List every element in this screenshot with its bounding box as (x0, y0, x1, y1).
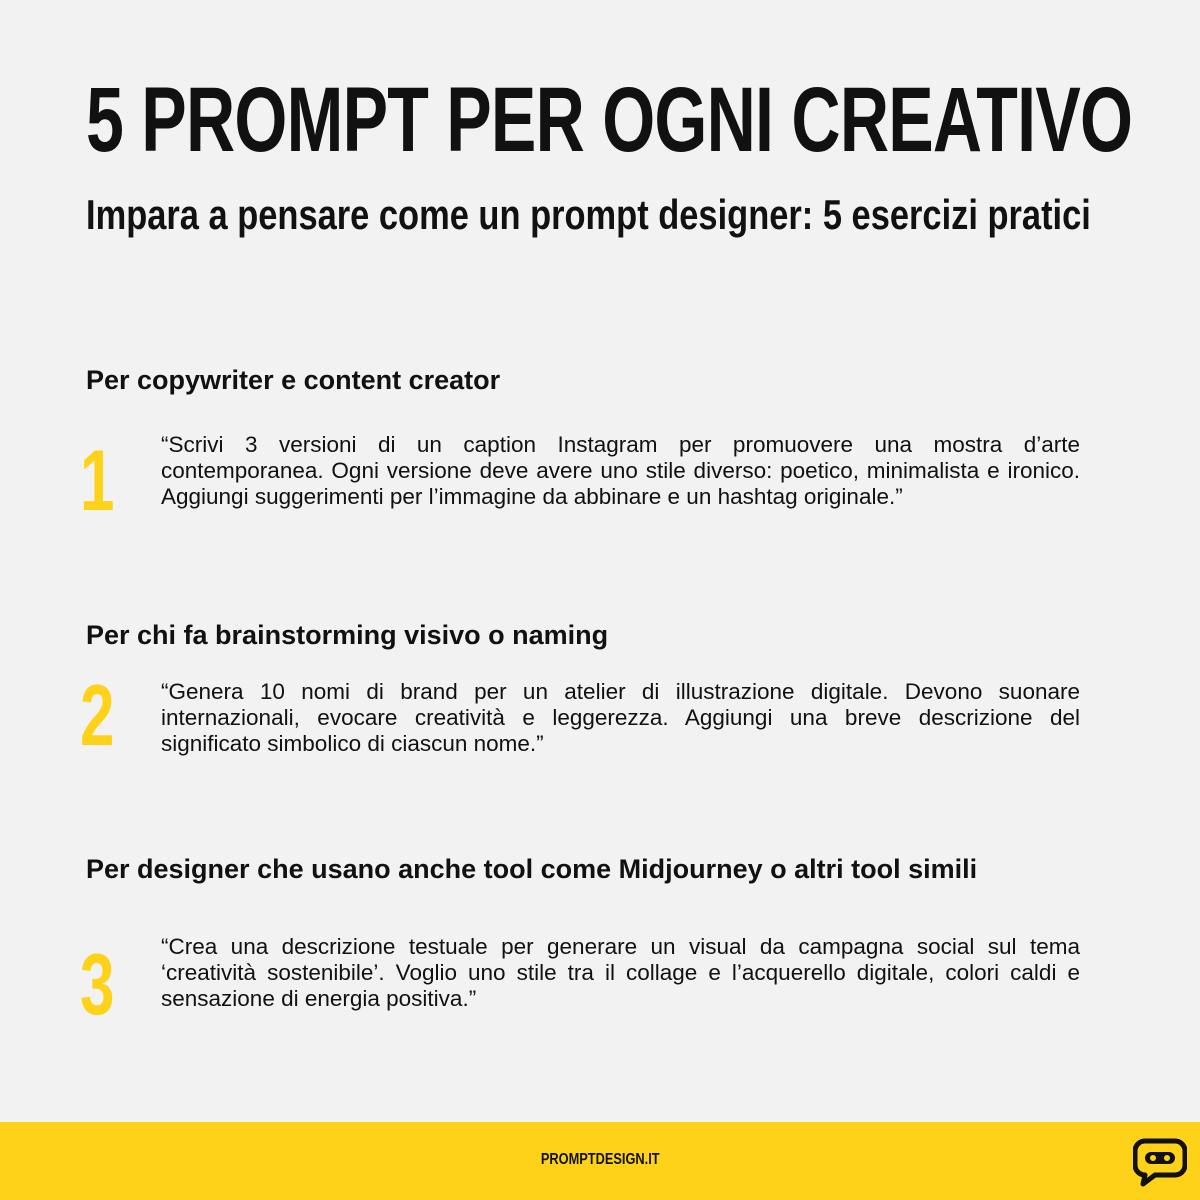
section-heading-copywriter: Per copywriter e content creator (86, 365, 501, 395)
site-link[interactable] (0, 1150, 1200, 1170)
section-number-3: 3 (80, 937, 115, 1033)
prompt-text-2: “Genera 10 nomi di brand per un atelier di illustrazione digitale. Devono suonare internazionali, evocare creatività e leggerezza. Aggiungi una breve descrizione del significato simbolico di ciascun nome.” (161, 679, 1080, 756)
section-heading-brainstorming: Per chi fa brainstorming visivo o naming (86, 620, 609, 650)
prompt-text-3: “Crea una descrizione testuale per generare un visual da campagna social sul tema ‘creatività sostenibile’. Voglio uno stile tra il collage e l’acquerello digitale, colori caldi e sensazione di energia positiva.” (161, 934, 1080, 1011)
prompt-text-1: “Scrivi 3 versioni di un caption Instagram per promuovere una mostra d’arte contemporanea. Ogni versione deve avere uno stile diverso: poetico, minimalista e ironico. Aggiungi suggerimenti per l’immagine da abbinare e un hashtag originale.” (161, 432, 1080, 509)
site-link-label: PROMPTDESIGN.IT (540, 1151, 660, 1168)
page-title: 5 PROMPT PER OGNI CREATIVO (86, 69, 1133, 171)
section-heading-designer: Per designer che usano anche tool come Midjourney o altri tool simili (86, 854, 978, 884)
page-subtitle: Impara a pensare come un prompt designer: 5 esercizi pratici (86, 191, 1091, 238)
speech-bubble-robot-icon (1133, 1137, 1187, 1187)
footer-bar (0, 1122, 1200, 1200)
section-number-1: 1 (80, 433, 115, 529)
section-number-2: 2 (80, 668, 115, 764)
